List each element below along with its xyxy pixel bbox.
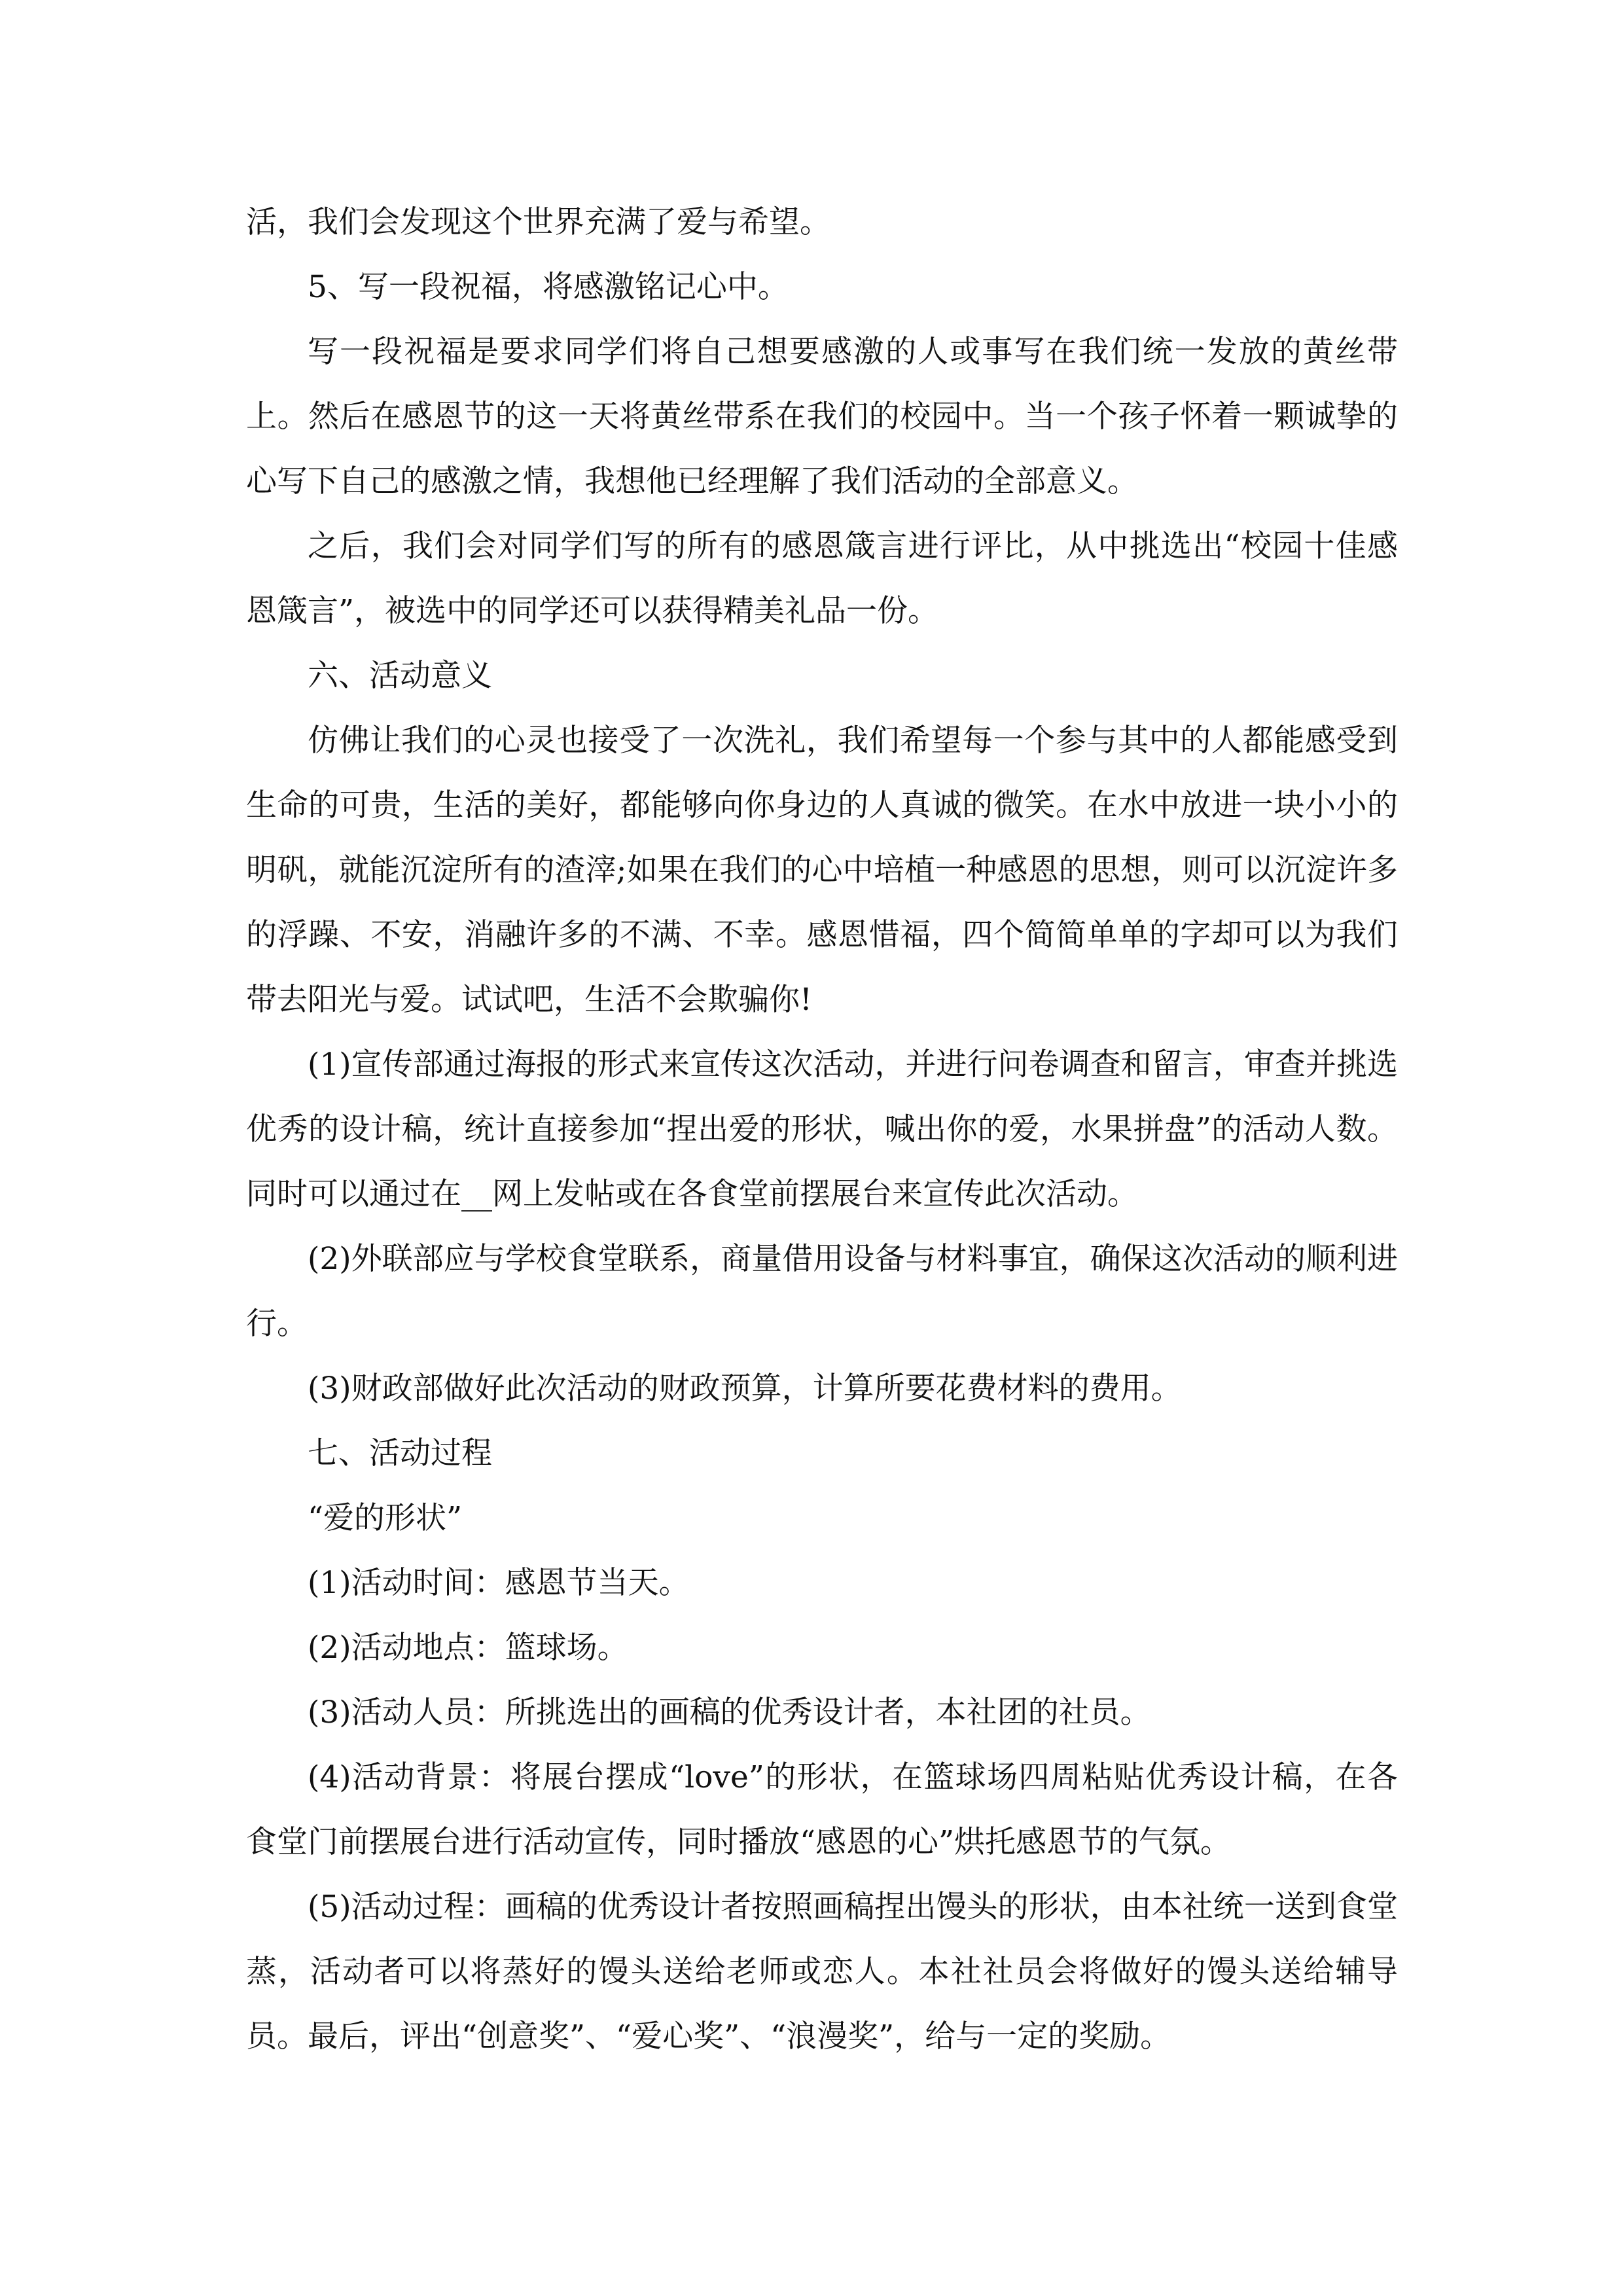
list-item-finance: (3)财政部做好此次活动的财政预算，计算所要花费材料的费用。 — [308, 1371, 1182, 1407]
section-6-heading: 六、活动意义 — [308, 658, 492, 694]
list-item-process: (5)活动过程：画稿的优秀设计者按照画稿捏出馒头的形状，由本社统一送到食堂蒸，活动者可以将蒸好的馒头送给老师或恋人。本社社员会将做好的馒头送给辅导员。最后，评出“创意奖”、“爱心奖”、“浪漫奖”，给与一定的奖励。 — [246, 1889, 1398, 2054]
list-item-background: (4)活动背景：将展台摆成“love”的形状，在篮球场四周粘贴优秀设计稿，在各食堂门前摆展台进行活动宣传，同时播放“感恩的心”烘托感恩节的气氛。 — [246, 1759, 1398, 1860]
list-item-participants: (3)活动人员：所挑选出的画稿的优秀设计者，本社团的社员。 — [308, 1695, 1151, 1731]
paragraph-continuation: 活，我们会发现这个世界充满了爱与希望。 — [246, 204, 830, 240]
document-body — [246, 190, 1398, 2069]
list-item-publicity: (1)宣传部通过海报的形式来宣传这次活动，并进行问卷调查和留言，审查并挑选优秀的设计稿，统计直接参加“捏出爱的形状，喊出你的爱，水果拼盘”的活动人数。同时可以通过在__网上发帖或在各食堂前摆展台来宣传此次活动。 — [246, 1047, 1398, 1212]
paragraph-blessing: 写一段祝福是要求同学们将自己想要感激的人或事写在我们统一发放的黄丝带上。然后在感恩节的这一天将黄丝带系在我们的校园中。当一个孩子怀着一颗诚挚的心写下自己的感激之情，我想他已经理解了我们活动的全部意义。 — [246, 334, 1398, 499]
paragraph-significance: 仿佛让我们的心灵也接受了一次洗礼，我们希望每一个参与其中的人都能感受到生命的可贵，生活的美好，都能够向你身边的人真诚的微笑。在水中放进一块小小的明矾，就能沉淀所有的渣滓;如果在我们的心中培植一种感恩的思想，则可以沉淀许多的浮躁、不安，消融许多的不满、不幸。感恩惜福，四个简简单单的字却可以为我们带去阳光与爱。试试吧，生活不会欺骗你! — [246, 723, 1398, 1018]
section-7-heading: 七、活动过程 — [308, 1435, 492, 1471]
paragraph-evaluation: 之后，我们会对同学们写的所有的感恩箴言进行评比，从中挑选出“校园十佳感恩箴言”，被选中的同学还可以获得精美礼品一份。 — [246, 528, 1398, 629]
subsection-title: “爱的形状” — [308, 1500, 463, 1536]
list-item-time: (1)活动时间：感恩节当天。 — [308, 1565, 690, 1601]
list-item-liaison: (2)外联部应与学校食堂联系，商量借用设备与材料事宜，确保这次活动的顺利进行。 — [246, 1241, 1398, 1342]
list-item-location: (2)活动地点：篮球场。 — [308, 1630, 628, 1666]
item-5-heading: 5、写一段祝福，将感激铭记心中。 — [308, 269, 789, 305]
